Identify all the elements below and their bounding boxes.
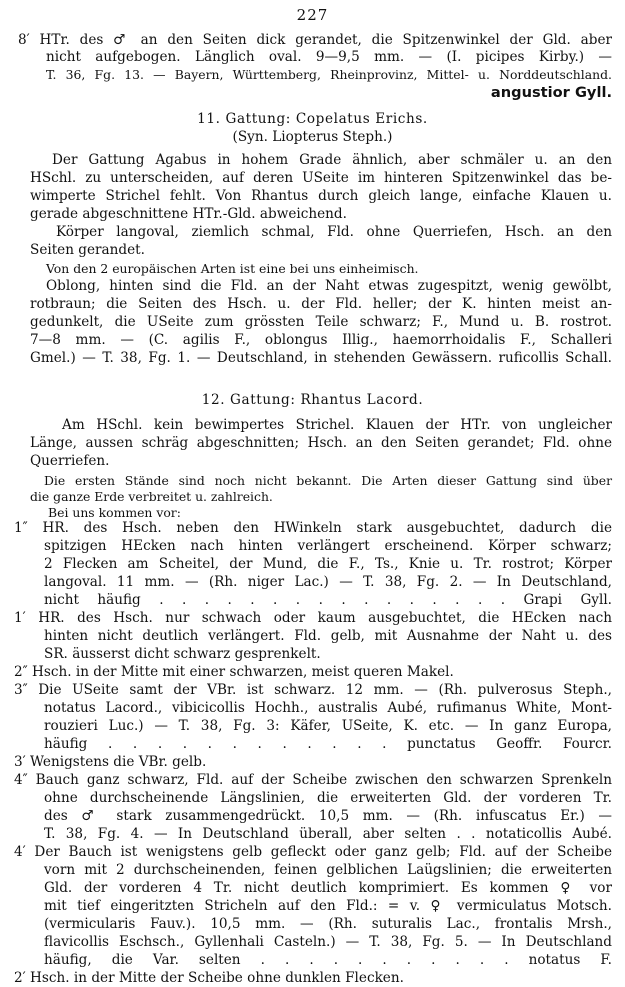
text-line: 11. Gattung: Copelatus Erichs. (197, 111, 428, 127)
text-line: Querriefen. (30, 453, 110, 469)
text-line: hinten nicht deutlich verlängert. Fld. gelb, mit Ausnahme der Naht u. des (44, 628, 612, 644)
text-line: Körper langoval, ziemlich schmal, Fld. ohne Querriefen, Hsch. an den (56, 224, 612, 240)
text-line: rouzieri Luc.) — T. 38, Fg. 3: Käfer, USeite, K. etc. — In ganz Europa, (44, 718, 612, 734)
text-line: gedunkelt, die USeite zum grössten Teile schwarz; F., Mund u. B. rostrot. (30, 314, 612, 330)
text-line: die ganze Erde verbreitet u. zahlreich. (30, 489, 273, 504)
text-line: angustior Gyll. (490, 84, 612, 101)
text-line: vorn mit 2 durchscheinenden, feinen gelblichen Laügslinien; die erweiterten (44, 862, 612, 878)
text-line: 7—8 mm. — (C. agilis F., oblongus Illig., haemorrhoidalis F., Schalleri (30, 332, 612, 348)
text-line: mit tief eingeritzten Stricheln auf den Fld.: = v. ♀ vermiculatus Motsch. (44, 898, 612, 914)
text-line: 3″ Die USeite samt der VBr. ist schwarz. 12 mm. — (Rh. pulverosus Steph., (14, 682, 612, 698)
text-line: HSchl. zu unterscheiden, auf deren USeite im hinteren Spitzenwinkel das be- (30, 170, 612, 186)
text-line: ohne durchscheinende Längslinien, die erweiterten Gld. der vorderen Tr. (44, 790, 612, 806)
text-line: häufig . . . . . . . . . . . . punctatus Geoffr. Fourcr. (44, 736, 612, 752)
text-line: 2′ Hsch. in der Mitte der Scheibe ohne dunklen Flecken. (14, 970, 404, 986)
text-line: Gmel.) — T. 38, Fg. 1. — Deutschland, in stehenden Gewässern. ruficollis Schall. (30, 350, 612, 366)
text-line: Länge, aussen schräg abgeschnitten; Hsch. an den Seiten gerandet; Fld. ohne (30, 435, 612, 451)
text-line: spitzigen HEcken nach hinten verlängert erscheinend. Körper schwarz; (44, 538, 612, 554)
text-line: nicht häufig . . . . . . . . . . . . . . . . Grapi Gyll. (44, 592, 612, 608)
text-line: 2 Flecken am Scheitel, der Mund, die F., Ts., Knie u. Tr. rostrot; Körper (44, 556, 612, 572)
text-line: Von den 2 europäischen Arten ist eine bei uns einheimisch. (46, 261, 419, 276)
text-line: rotbraun; die Seiten des Hsch. u. der Fld. heller; der K. hinten meist an- (30, 296, 612, 312)
text-line: 1′ HR. des Hsch. nur schwach oder kaum ausgebuchtet, die HEcken nach (14, 610, 612, 626)
text-line: Bei uns kommen vor: (48, 505, 181, 520)
text-line: notatus Lacord., vibicicollis Hochh., australis Aubé, rufimanus White, Mont- (44, 700, 612, 716)
text-line: Die ersten Stände sind noch nicht bekannt. Die Arten dieser Gattung sind über (44, 473, 612, 488)
text-line: wimperte Strichel fehlt. Von Rhantus durch gleich lange, einfache Klauen u. (30, 188, 612, 204)
text-line: (Syn. Liopterus Steph.) (232, 129, 393, 145)
text-line: flavicollis Eschsch., Gyllenhali Casteln.) — T. 38, Fg. 5. — In Deutschland (44, 934, 612, 950)
page-number: 227 (296, 6, 329, 24)
text-line: gerade abgeschnittene HTr.-Gld. abweichend. (30, 206, 347, 222)
text-line: 8′ HTr. des ♂ an den Seiten dick gerandet, die Spitzenwinkel der Gld. aber (18, 32, 612, 48)
text-line: häufig, die Var. selten . . . . . . . . . . . notatus F. (44, 952, 612, 968)
text-line: Oblong, hinten sind die Fld. an der Naht etwas zugespitzt, wenig gewölbt, (46, 278, 612, 294)
text-line: (vermicularis Fauv.). 10,5 mm. — (Rh. suturalis Lac., frontalis Mrsh., (44, 916, 612, 932)
text-line: des ♂ stark zusammengedrückt. 10,5 mm. — (Rh. infuscatus Er.) — (44, 808, 612, 824)
text-line: T. 36, Fg. 13. — Bayern, Württemberg, Rheinprovinz, Mittel- u. Norddeutschland. (46, 67, 612, 82)
text-line: 4″ Bauch ganz schwarz, Fld. auf der Scheibe zwischen den schwarzen Sprenkeln (14, 772, 612, 788)
text-line: 1″ HR. des Hsch. neben den HWinkeln stark ausgebuchtet, dadurch die (14, 520, 612, 536)
text-line: langoval. 11 mm. — (Rh. niger Lac.) — T. 38, Fg. 2. — In Deutschland, (44, 574, 612, 590)
text-line: 3′ Wenigstens die VBr. gelb. (14, 754, 207, 770)
text-line: T. 38, Fg. 4. — In Deutschland überall, aber selten . . notaticollis Aubé. (44, 826, 612, 842)
text-line: 4′ Der Bauch ist wenigstens gelb gefleckt oder ganz gelb; Fld. auf der Scheibe (14, 844, 612, 860)
text-line: Am HSchl. kein bewimpertes Strichel. Klauen der HTr. von ungleicher (62, 417, 612, 433)
text-line: nicht aufgebogen. Länglich oval. 9—9,5 mm. — (I. picipes Kirby.) — (46, 49, 612, 65)
text-line: Seiten gerandet. (30, 242, 145, 258)
text-line: SR. äusserst dicht schwarz gesprenkelt. (44, 646, 321, 662)
text-line: Der Gattung Agabus in hohem Grade ähnlich, aber schmäler u. an den (52, 152, 612, 168)
text-line: 2″ Hsch. in der Mitte mit einer schwarzen, meist queren Makel. (14, 664, 454, 680)
text-line: Gld. der vorderen 4 Tr. nicht deutlich komprimiert. Es kommen ♀ vor (44, 880, 612, 896)
text-line: 12. Gattung: Rhantus Lacord. (201, 392, 424, 408)
